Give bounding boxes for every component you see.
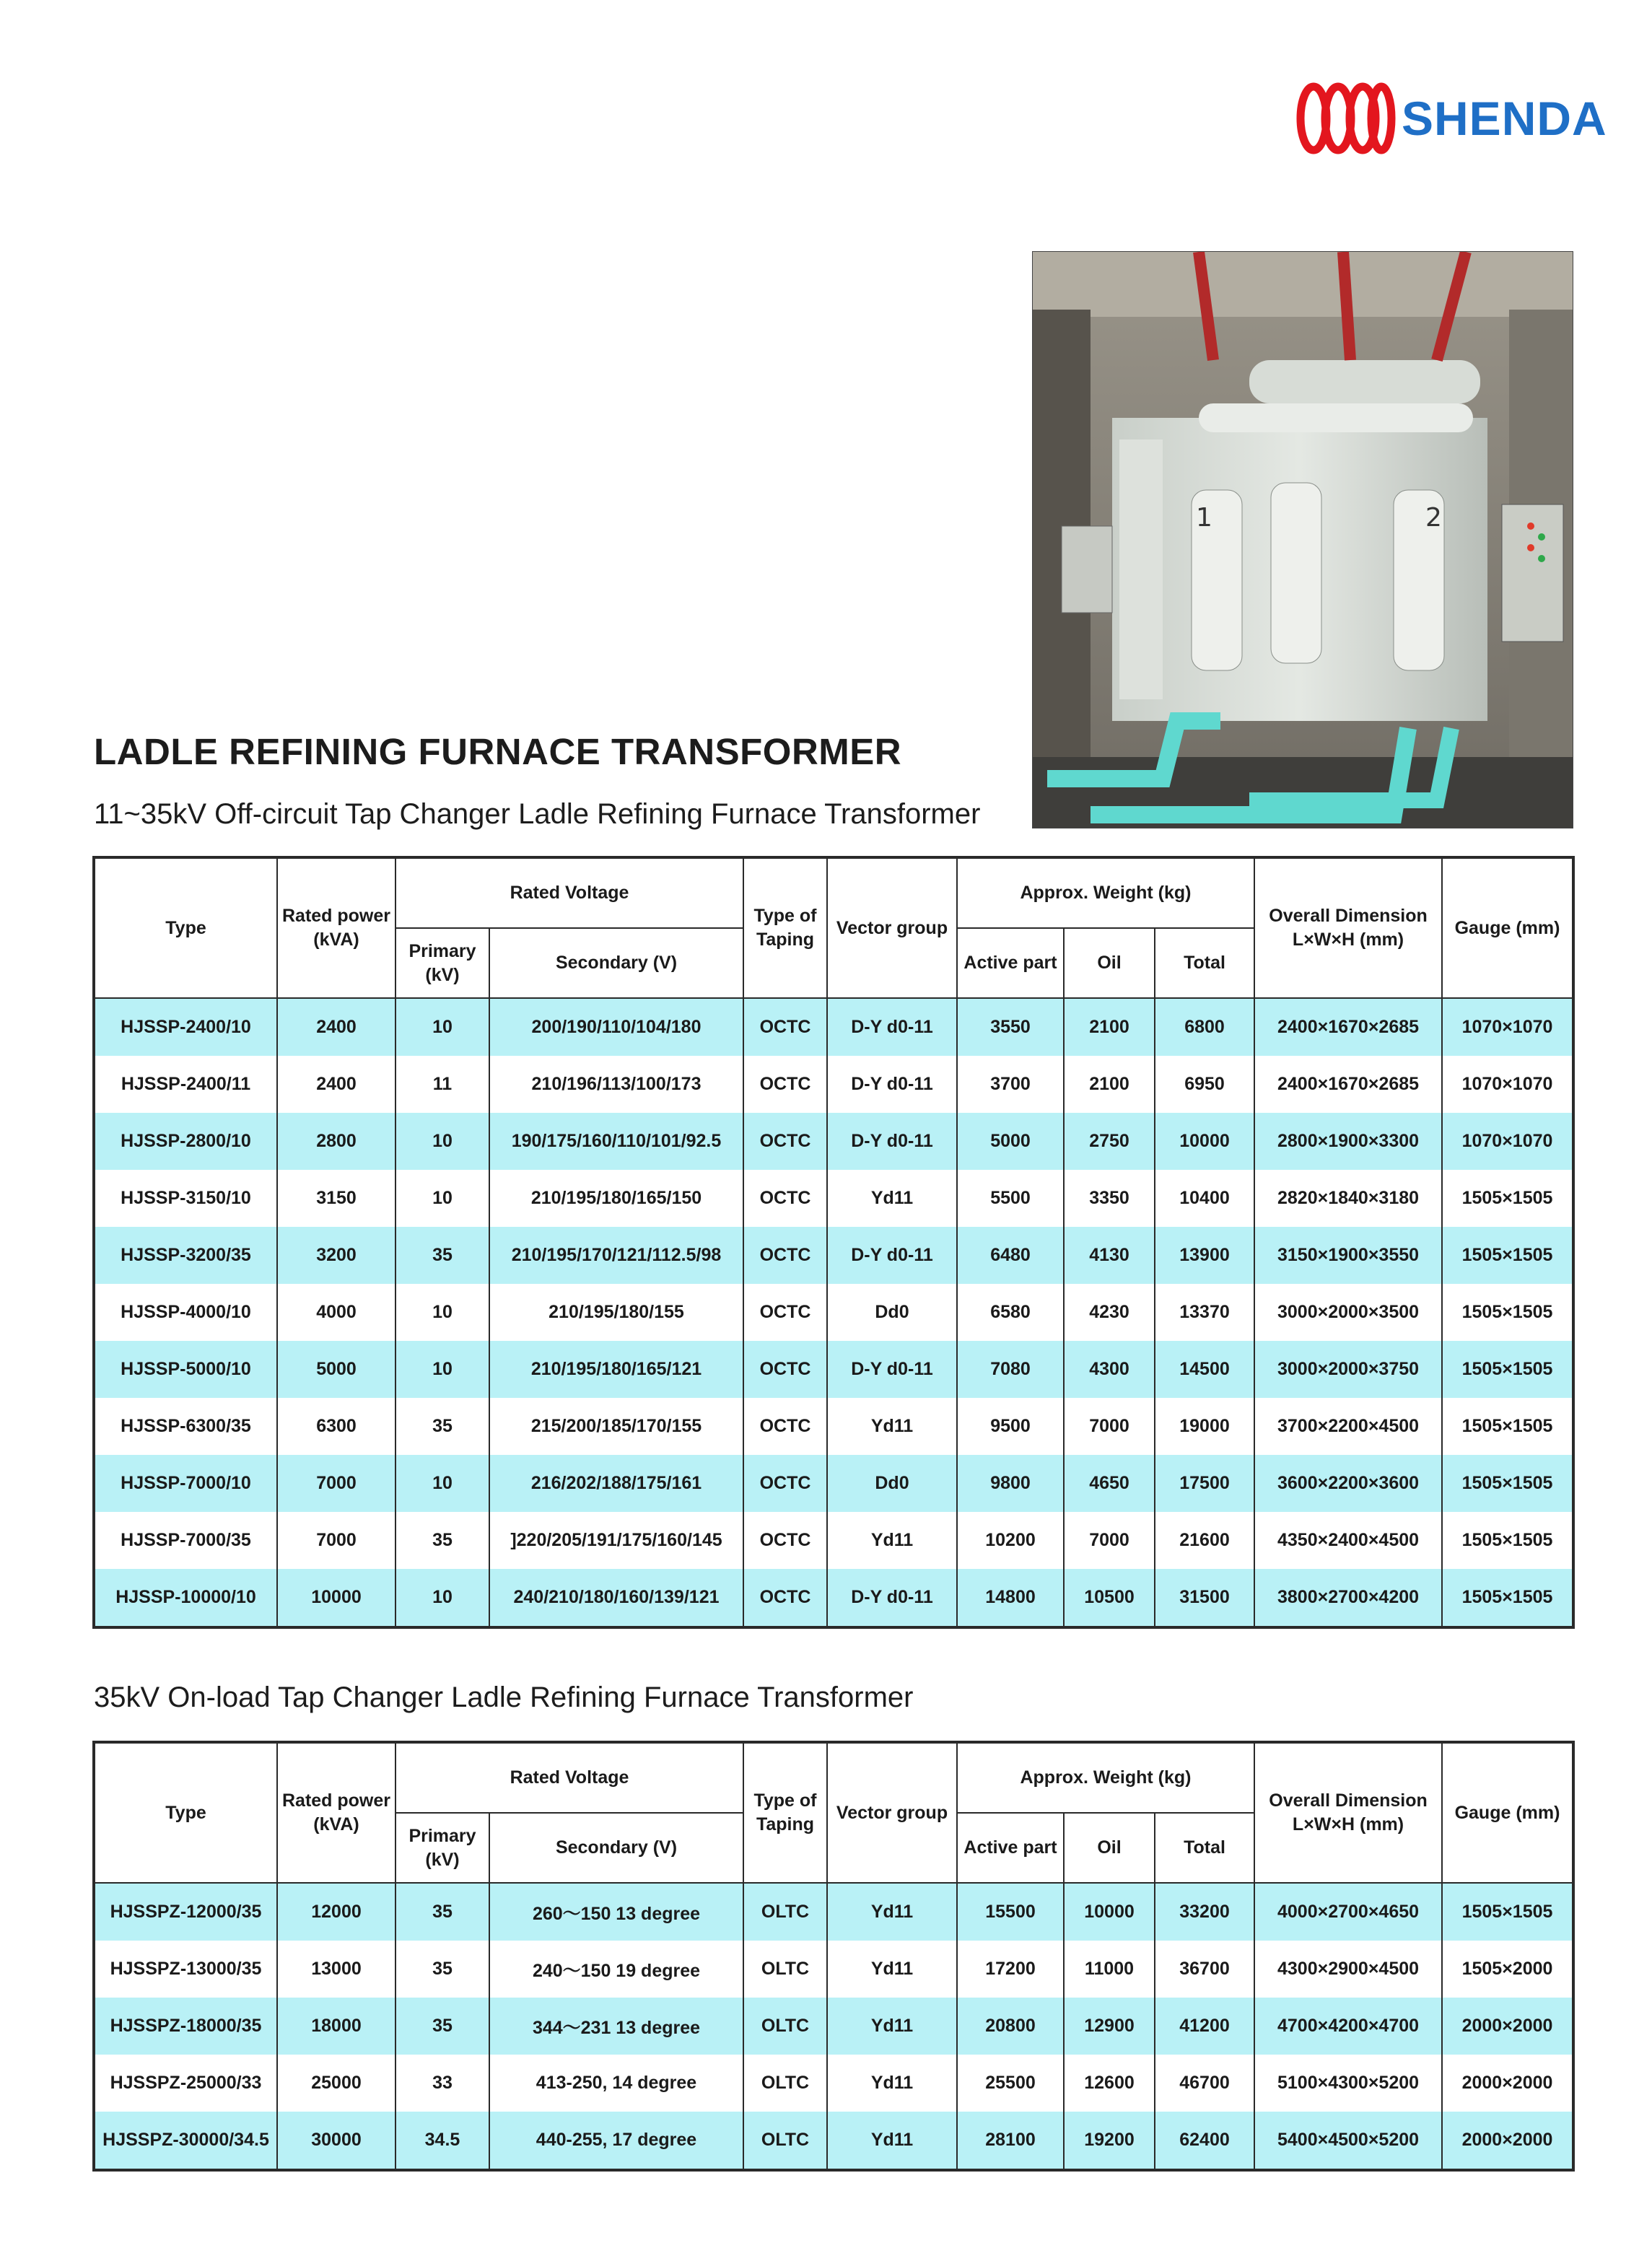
- cell-oil: 4650: [1064, 1455, 1155, 1512]
- cell-gauge: 1505×1505: [1442, 1569, 1573, 1627]
- cell-gauge: 1505×1505: [1442, 1512, 1573, 1569]
- cell-rated-power: 6300: [277, 1398, 395, 1455]
- cell-rated-power: 2400: [277, 1056, 395, 1113]
- cell-gauge: 2000×2000: [1442, 1998, 1573, 2055]
- cell-primary: 34.5: [395, 2112, 489, 2170]
- cell-vector-group: D-Y d0-11: [827, 998, 957, 1056]
- cell-secondary: 216/202/188/175/161: [489, 1455, 743, 1512]
- cell-dimension: 3800×2700×4200: [1254, 1569, 1442, 1627]
- cell-vector-group: Yd11: [827, 1883, 957, 1941]
- cell-dimension: 4700×4200×4700: [1254, 1998, 1442, 2055]
- cell-secondary: 190/175/160/110/101/92.5: [489, 1113, 743, 1170]
- cell-total: 6950: [1155, 1056, 1254, 1113]
- header-weight: Approx. Weight (kg): [957, 1742, 1254, 1813]
- cell-primary: 10: [395, 998, 489, 1056]
- table-row: [94, 2055, 1573, 2112]
- cell-gauge: 1505×1505: [1442, 1883, 1573, 1941]
- cell-primary: 10: [395, 1455, 489, 1512]
- cell-dimension: 2400×1670×2685: [1254, 998, 1442, 1056]
- cell-primary: 10: [395, 1113, 489, 1170]
- header-rated-voltage: Rated Voltage: [395, 857, 743, 928]
- cell-secondary: 210/195/170/121/112.5/98: [489, 1227, 743, 1284]
- cell-oil: 11000: [1064, 1941, 1155, 1998]
- header-type: Type: [94, 857, 277, 998]
- cell-oil: 10000: [1064, 1883, 1155, 1941]
- header-weight: Approx. Weight (kg): [957, 857, 1254, 928]
- cell-secondary: 344～231 13 degree: [489, 1998, 743, 2055]
- cell-type: HJSSP-5000/10: [94, 1341, 277, 1398]
- cell-total: 10000: [1155, 1113, 1254, 1170]
- cell-secondary: 240～150 19 degree: [489, 1941, 743, 1998]
- cell-active-part: 20800: [957, 1998, 1064, 2055]
- cell-secondary: 210/195/180/165/121: [489, 1341, 743, 1398]
- cell-type: HJSSPZ-25000/33: [94, 2055, 277, 2112]
- table-row: [94, 1056, 1573, 1113]
- transformer-photo: [1032, 251, 1573, 828]
- cell-active-part: 5000: [957, 1113, 1064, 1170]
- cell-vector-group: D-Y d0-11: [827, 1056, 957, 1113]
- cell-type: HJSSPZ-12000/35: [94, 1883, 277, 1941]
- cell-secondary: 210/196/113/100/173: [489, 1056, 743, 1113]
- table-row: [94, 1341, 1573, 1398]
- cell-total: 41200: [1155, 1998, 1254, 2055]
- table1-subtitle: 11~35kV Off-circuit Tap Changer Ladle Refining Furnace Transformer: [94, 798, 981, 830]
- cell-active-part: 9800: [957, 1455, 1064, 1512]
- cell-total: 21600: [1155, 1512, 1254, 1569]
- header-oil: Oil: [1064, 928, 1155, 998]
- header-secondary: Secondary (V): [489, 928, 743, 998]
- header-rated-power: Rated power (kVA): [277, 857, 395, 998]
- cell-type: HJSSP-10000/10: [94, 1569, 277, 1627]
- cell-vector-group: D-Y d0-11: [827, 1569, 957, 1627]
- cell-oil: 12900: [1064, 1998, 1155, 2055]
- cell-oil: 4230: [1064, 1284, 1155, 1341]
- cell-vector-group: Yd11: [827, 1941, 957, 1998]
- header-gauge: Gauge (mm): [1442, 857, 1573, 998]
- cell-taping: OCTC: [743, 1170, 827, 1227]
- table-row: [94, 1512, 1573, 1569]
- cell-total: 31500: [1155, 1569, 1254, 1627]
- cell-type: HJSSP-3150/10: [94, 1170, 277, 1227]
- cell-taping: OCTC: [743, 1569, 827, 1627]
- cell-taping: OCTC: [743, 1227, 827, 1284]
- cell-type: HJSSP-2400/11: [94, 1056, 277, 1113]
- cell-rated-power: 18000: [277, 1998, 395, 2055]
- cell-rated-power: 4000: [277, 1284, 395, 1341]
- oltc-spec-table: [92, 1741, 1575, 2172]
- cell-total: 13370: [1155, 1284, 1254, 1341]
- table-row: [94, 1284, 1573, 1341]
- cell-vector-group: Yd11: [827, 1512, 957, 1569]
- cell-dimension: 3000×2000×3750: [1254, 1341, 1442, 1398]
- cell-type: HJSSP-2800/10: [94, 1113, 277, 1170]
- cell-taping: OCTC: [743, 998, 827, 1056]
- header-total: Total: [1155, 928, 1254, 998]
- table-row: [94, 1227, 1573, 1284]
- cell-rated-power: 3200: [277, 1227, 395, 1284]
- cell-total: 6800: [1155, 998, 1254, 1056]
- cell-primary: 11: [395, 1056, 489, 1113]
- page-title: LADLE REFINING FURNACE TRANSFORMER: [94, 731, 902, 772]
- cell-rated-power: 10000: [277, 1569, 395, 1627]
- cell-type: HJSSP-6300/35: [94, 1398, 277, 1455]
- cell-total: 14500: [1155, 1341, 1254, 1398]
- header-active-part: Active part: [957, 928, 1064, 998]
- cell-gauge: 1505×1505: [1442, 1227, 1573, 1284]
- cell-primary: 35: [395, 1512, 489, 1569]
- cell-type: HJSSP-2400/10: [94, 998, 277, 1056]
- header-oil: Oil: [1064, 1813, 1155, 1883]
- header-dimension: Overall Dimension L×W×H (mm): [1254, 1742, 1442, 1883]
- cell-gauge: 1505×1505: [1442, 1284, 1573, 1341]
- cell-secondary: 210/195/180/155: [489, 1284, 743, 1341]
- cell-dimension: 5100×4300×5200: [1254, 2055, 1442, 2112]
- cell-total: 46700: [1155, 2055, 1254, 2112]
- cell-taping: OLTC: [743, 1883, 827, 1941]
- brand-logo: [1296, 81, 1607, 156]
- cell-oil: 10500: [1064, 1569, 1155, 1627]
- cell-dimension: 2800×1900×3300: [1254, 1113, 1442, 1170]
- cell-rated-power: 3150: [277, 1170, 395, 1227]
- cell-vector-group: Dd0: [827, 1284, 957, 1341]
- cell-gauge: 1505×1505: [1442, 1170, 1573, 1227]
- table-row: [94, 1113, 1573, 1170]
- cell-taping: OCTC: [743, 1455, 827, 1512]
- cell-rated-power: 30000: [277, 2112, 395, 2170]
- cell-active-part: 28100: [957, 2112, 1064, 2170]
- oltc-table-body: [94, 1883, 1573, 2170]
- cell-rated-power: 2800: [277, 1113, 395, 1170]
- octc-spec-table: [92, 856, 1575, 1629]
- table-row: [94, 1941, 1573, 1998]
- cell-active-part: 9500: [957, 1398, 1064, 1455]
- cell-total: 17500: [1155, 1455, 1254, 1512]
- cell-gauge: 1070×1070: [1442, 998, 1573, 1056]
- cell-rated-power: 2400: [277, 998, 395, 1056]
- header-rated-voltage: Rated Voltage: [395, 1742, 743, 1813]
- cell-oil: 2100: [1064, 998, 1155, 1056]
- cell-dimension: 3600×2200×3600: [1254, 1455, 1442, 1512]
- cell-vector-group: Yd11: [827, 1398, 957, 1455]
- cell-secondary: 210/195/180/165/150: [489, 1170, 743, 1227]
- table-row: [94, 1998, 1573, 2055]
- cell-primary: 35: [395, 1941, 489, 1998]
- cell-active-part: 3700: [957, 1056, 1064, 1113]
- header-primary: Primary (kV): [395, 928, 489, 998]
- cell-type: HJSSPZ-30000/34.5: [94, 2112, 277, 2170]
- cell-total: 33200: [1155, 1883, 1254, 1941]
- cell-total: 19000: [1155, 1398, 1254, 1455]
- cell-taping: OLTC: [743, 2112, 827, 2170]
- cell-rated-power: 13000: [277, 1941, 395, 1998]
- header-active-part: Active part: [957, 1813, 1064, 1883]
- table-row: [94, 1569, 1573, 1627]
- cell-gauge: 1070×1070: [1442, 1113, 1573, 1170]
- cell-active-part: 6480: [957, 1227, 1064, 1284]
- cell-rated-power: 12000: [277, 1883, 395, 1941]
- cell-dimension: 3150×1900×3550: [1254, 1227, 1442, 1284]
- cell-active-part: 5500: [957, 1170, 1064, 1227]
- table-row: [94, 2112, 1573, 2170]
- cell-vector-group: D-Y d0-11: [827, 1341, 957, 1398]
- cell-type: HJSSP-3200/35: [94, 1227, 277, 1284]
- cell-primary: 10: [395, 1341, 489, 1398]
- cell-vector-group: D-Y d0-11: [827, 1113, 957, 1170]
- cell-active-part: 3550: [957, 998, 1064, 1056]
- header-total: Total: [1155, 1813, 1254, 1883]
- header-primary: Primary (kV): [395, 1813, 489, 1883]
- cell-primary: 35: [395, 1883, 489, 1941]
- cell-total: 10400: [1155, 1170, 1254, 1227]
- cell-vector-group: Yd11: [827, 1170, 957, 1227]
- cell-total: 62400: [1155, 2112, 1254, 2170]
- cell-gauge: 1070×1070: [1442, 1056, 1573, 1113]
- cell-gauge: 1505×1505: [1442, 1341, 1573, 1398]
- cell-primary: 10: [395, 1170, 489, 1227]
- cell-primary: 33: [395, 2055, 489, 2112]
- cell-active-part: 17200: [957, 1941, 1064, 1998]
- cell-vector-group: Yd11: [827, 2055, 957, 2112]
- cell-primary: 10: [395, 1284, 489, 1341]
- cell-taping: OCTC: [743, 1284, 827, 1341]
- table-row: [94, 998, 1573, 1056]
- cell-taping: OLTC: [743, 1941, 827, 1998]
- cell-taping: OCTC: [743, 1113, 827, 1170]
- table-row: [94, 1455, 1573, 1512]
- cell-oil: 4130: [1064, 1227, 1155, 1284]
- cell-gauge: 2000×2000: [1442, 2112, 1573, 2170]
- header-vector-group: Vector group: [827, 857, 957, 998]
- cell-dimension: 3000×2000×3500: [1254, 1284, 1442, 1341]
- header-type: Type: [94, 1742, 277, 1883]
- header-dimension: Overall Dimension L×W×H (mm): [1254, 857, 1442, 998]
- cell-oil: 3350: [1064, 1170, 1155, 1227]
- header-taping: Type of Taping: [743, 1742, 827, 1883]
- cell-taping: OLTC: [743, 2055, 827, 2112]
- cell-total: 13900: [1155, 1227, 1254, 1284]
- cell-gauge: 2000×2000: [1442, 2055, 1573, 2112]
- cell-taping: OCTC: [743, 1398, 827, 1455]
- cell-type: HJSSP-7000/35: [94, 1512, 277, 1569]
- cell-vector-group: Dd0: [827, 1455, 957, 1512]
- cell-secondary: ]220/205/191/175/160/145: [489, 1512, 743, 1569]
- cell-dimension: 2400×1670×2685: [1254, 1056, 1442, 1113]
- cell-dimension: 4000×2700×4650: [1254, 1883, 1442, 1941]
- cell-vector-group: Yd11: [827, 2112, 957, 2170]
- cell-rated-power: 5000: [277, 1341, 395, 1398]
- cell-active-part: 7080: [957, 1341, 1064, 1398]
- cell-active-part: 6580: [957, 1284, 1064, 1341]
- octc-table-body: [94, 998, 1573, 1627]
- cell-dimension: 2820×1840×3180: [1254, 1170, 1442, 1227]
- cell-rated-power: 7000: [277, 1455, 395, 1512]
- header-vector-group: Vector group: [827, 1742, 957, 1883]
- cell-dimension: 4350×2400×4500: [1254, 1512, 1442, 1569]
- brand-name: SHENDA: [1402, 92, 1607, 145]
- cell-active-part: 10200: [957, 1512, 1064, 1569]
- cell-gauge: 1505×2000: [1442, 1941, 1573, 1998]
- shenda-rings-icon: [1296, 81, 1397, 156]
- cell-secondary: 240/210/180/160/139/121: [489, 1569, 743, 1627]
- cell-secondary: 215/200/185/170/155: [489, 1398, 743, 1455]
- cell-dimension: 5400×4500×5200: [1254, 2112, 1442, 2170]
- cell-type: HJSSPZ-13000/35: [94, 1941, 277, 1998]
- cell-oil: 2750: [1064, 1113, 1155, 1170]
- cell-taping: OLTC: [743, 1998, 827, 2055]
- header-taping: Type of Taping: [743, 857, 827, 998]
- cell-primary: 35: [395, 1398, 489, 1455]
- cell-active-part: 15500: [957, 1883, 1064, 1941]
- cell-primary: 35: [395, 1998, 489, 2055]
- cell-secondary: 260～150 13 degree: [489, 1883, 743, 1941]
- cell-dimension: 4300×2900×4500: [1254, 1941, 1442, 1998]
- cell-vector-group: D-Y d0-11: [827, 1227, 957, 1284]
- cell-oil: 7000: [1064, 1512, 1155, 1569]
- cell-oil: 7000: [1064, 1398, 1155, 1455]
- cell-oil: 19200: [1064, 2112, 1155, 2170]
- cell-secondary: 200/190/110/104/180: [489, 998, 743, 1056]
- cell-oil: 4300: [1064, 1341, 1155, 1398]
- cell-gauge: 1505×1505: [1442, 1398, 1573, 1455]
- svg-text:1: 1: [1196, 503, 1212, 533]
- cell-secondary: 413-250, 14 degree: [489, 2055, 743, 2112]
- cell-rated-power: 25000: [277, 2055, 395, 2112]
- header-gauge: Gauge (mm): [1442, 1742, 1573, 1883]
- cell-rated-power: 7000: [277, 1512, 395, 1569]
- cell-taping: OCTC: [743, 1056, 827, 1113]
- svg-text:2: 2: [1425, 503, 1442, 533]
- cell-taping: OCTC: [743, 1341, 827, 1398]
- cell-vector-group: Yd11: [827, 1998, 957, 2055]
- header-secondary: Secondary (V): [489, 1813, 743, 1883]
- cell-secondary: 440-255, 17 degree: [489, 2112, 743, 2170]
- table2-subtitle: 35kV On-load Tap Changer Ladle Refining Furnace Transformer: [94, 1681, 914, 1713]
- cell-type: HJSSP-4000/10: [94, 1284, 277, 1341]
- cell-active-part: 14800: [957, 1569, 1064, 1627]
- table-row: [94, 1170, 1573, 1227]
- cell-oil: 2100: [1064, 1056, 1155, 1113]
- cell-gauge: 1505×1505: [1442, 1455, 1573, 1512]
- cell-type: HJSSP-7000/10: [94, 1455, 277, 1512]
- table-row: [94, 1398, 1573, 1455]
- cell-total: 36700: [1155, 1941, 1254, 1998]
- table-row: [94, 1883, 1573, 1941]
- cell-taping: OCTC: [743, 1512, 827, 1569]
- cell-primary: 35: [395, 1227, 489, 1284]
- cell-active-part: 25500: [957, 2055, 1064, 2112]
- header-rated-power: Rated power (kVA): [277, 1742, 395, 1883]
- cell-type: HJSSPZ-18000/35: [94, 1998, 277, 2055]
- cell-primary: 10: [395, 1569, 489, 1627]
- transformer-illustration: [1033, 252, 1573, 828]
- cell-oil: 12600: [1064, 2055, 1155, 2112]
- cell-dimension: 3700×2200×4500: [1254, 1398, 1442, 1455]
